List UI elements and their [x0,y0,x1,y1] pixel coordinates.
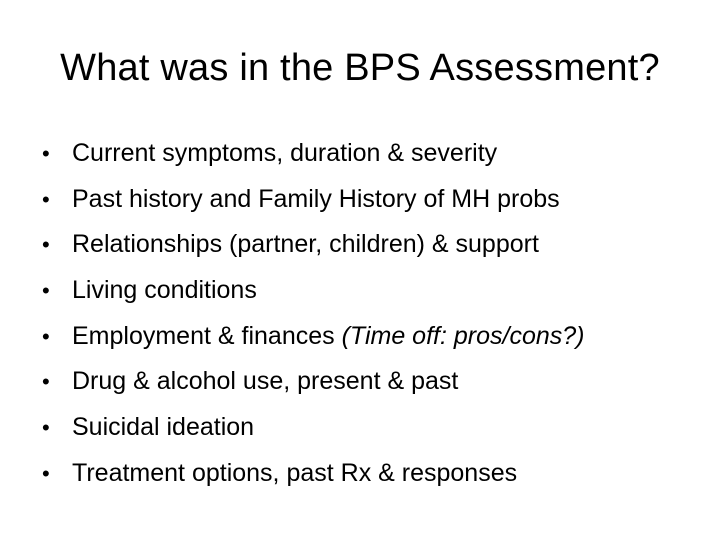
bullet-item [42,131,702,177]
bullet-text: Suicidal ideation [72,413,255,442]
bullet-list [42,131,702,497]
bullet-item [42,222,702,268]
slide-title: What was in the BPS Assessment? [60,47,660,89]
bullet-icon: • [42,460,50,486]
bullet-icon: • [42,415,50,441]
bullet-icon: • [42,141,50,166]
bullet-icon: • [42,323,50,349]
bullet-icon: • [42,232,50,258]
bullet-icon: • [42,186,50,212]
bullet-text: Past history and Family History of MH probs [72,184,560,213]
bullet-item [42,314,702,360]
bullet-text-italic: (Time off: pros/cons?) [341,321,585,350]
bullet-item [42,405,702,451]
bullet-text: Drug & alcohol use, present & past [72,367,459,396]
bullet-item [42,451,702,497]
bullet-item [42,268,702,314]
bullet-text: Relationships (partner, children) & support [72,230,539,259]
bullet-item [42,359,702,405]
bullet-icon: • [42,369,50,395]
bullet-text: Current symptoms, duration & severity [72,139,498,167]
bullet-text: Treatment options, past Rx & responses [72,458,518,487]
bullet-text: Living conditions [72,276,257,305]
bullet-item [42,177,702,223]
bullet-text: Employment & finances [72,321,342,350]
bullet-icon: • [42,278,50,304]
